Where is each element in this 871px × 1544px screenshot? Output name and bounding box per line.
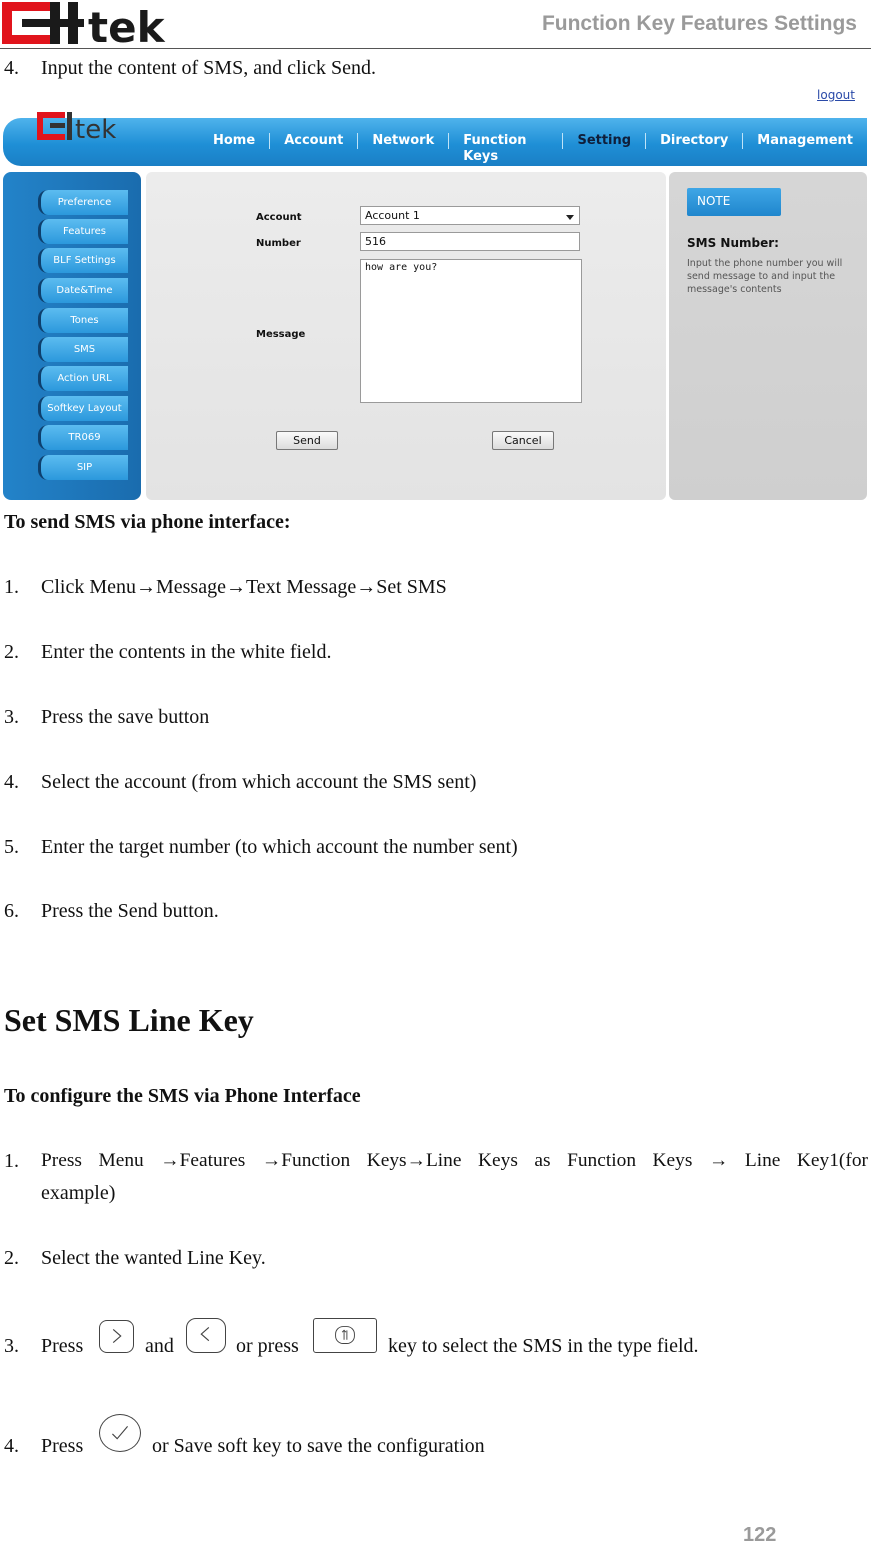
send-button[interactable]: Send bbox=[276, 431, 338, 450]
step-text-continued: example) bbox=[41, 1182, 116, 1204]
sidebar-item-softkey-layout[interactable]: Softkey Layout bbox=[38, 396, 128, 421]
note-tag: NOTE bbox=[687, 188, 781, 216]
web-ui-screenshot bbox=[3, 88, 867, 500]
sidebar-item-tr069[interactable]: TR069 bbox=[38, 425, 128, 450]
step-text: Click Menu→Message→Text Message→Set SMS bbox=[41, 576, 447, 598]
nav-item-account[interactable]: Account bbox=[270, 133, 358, 149]
header-divider bbox=[0, 48, 871, 49]
step-number: 3. bbox=[4, 1335, 19, 1357]
nav-item-setting[interactable]: Setting bbox=[563, 133, 646, 149]
right-arrow-key-icon bbox=[99, 1320, 134, 1353]
cancel-button[interactable]: Cancel bbox=[492, 431, 554, 450]
step-text: Press Menu →Features →Function Keys→Line Keys as Function Keys → Line Key1(for bbox=[41, 1150, 868, 1171]
nav-item-management[interactable]: Management bbox=[757, 133, 853, 148]
sidebar-item-action-url[interactable]: Action URL bbox=[38, 366, 128, 391]
step-and-label: and bbox=[145, 1335, 174, 1357]
step-number: 1. bbox=[4, 576, 19, 598]
note-text: Input the phone number you will send message to and input the message's contents bbox=[687, 258, 843, 295]
step-text: Input the content of SMS, and click Send. bbox=[41, 57, 376, 79]
step-number: 3. bbox=[4, 706, 19, 728]
step-press-label: Press bbox=[41, 1435, 84, 1457]
ok-key-icon bbox=[99, 1414, 141, 1452]
sms-form-panel bbox=[146, 172, 666, 500]
account-select[interactable] bbox=[360, 206, 580, 225]
step-text: key to select the SMS in the type field. bbox=[388, 1335, 699, 1357]
step-press-label: Press bbox=[41, 1335, 84, 1357]
left-arrow-key-icon bbox=[186, 1318, 226, 1353]
note-panel bbox=[669, 172, 867, 500]
message-label: Message bbox=[256, 329, 306, 340]
page-header-title: Function Key Features Settings bbox=[541, 12, 857, 35]
nav-menu bbox=[199, 133, 867, 164]
web-ui-logo bbox=[37, 110, 147, 142]
page-number: 122 bbox=[743, 1524, 777, 1544]
nav-item-network[interactable]: Network bbox=[358, 133, 449, 149]
step-number: 1. bbox=[4, 1150, 19, 1172]
step-number: 4. bbox=[4, 771, 19, 793]
section-subheading: To configure the SMS via Phone Interface bbox=[4, 1085, 361, 1107]
sidebar-item-blf-settings[interactable]: BLF Settings bbox=[38, 248, 128, 273]
step-number: 6. bbox=[4, 900, 19, 922]
account-label: Account bbox=[256, 212, 302, 223]
logout-link[interactable]: logout bbox=[817, 88, 855, 102]
step-text: Enter the contents in the white field. bbox=[41, 641, 332, 663]
nav-item-directory[interactable]: Directory bbox=[646, 133, 743, 149]
sidebar-item-date-time[interactable]: Date&Time bbox=[38, 278, 128, 303]
number-label: Number bbox=[256, 238, 301, 249]
step-number: 2. bbox=[4, 641, 19, 663]
step-or-press-label: or press bbox=[236, 1335, 299, 1357]
sidebar-item-features[interactable]: Features bbox=[38, 219, 128, 244]
step-text: Select the wanted Line Key. bbox=[41, 1247, 266, 1269]
nav-item-home[interactable]: Home bbox=[199, 133, 270, 149]
switch-key-icon bbox=[313, 1318, 377, 1353]
step-number: 4. bbox=[4, 1435, 19, 1457]
step-text: Press the save button bbox=[41, 706, 210, 728]
step-number: 2. bbox=[4, 1247, 19, 1269]
step-text: Press the Send button. bbox=[41, 900, 219, 922]
message-textarea[interactable]: how are you? bbox=[360, 259, 582, 403]
number-input[interactable]: 516 bbox=[360, 232, 580, 251]
step-text: Select the account (from which account the SMS sent) bbox=[41, 771, 477, 793]
sidebar-item-tones[interactable]: Tones bbox=[38, 308, 128, 333]
step-number: 4. bbox=[4, 57, 19, 79]
htek-logo bbox=[2, 2, 192, 44]
step-text: Enter the target number (to which account the number sent) bbox=[41, 836, 518, 858]
sidebar-item-sms[interactable]: SMS bbox=[38, 337, 128, 362]
step-number: 5. bbox=[4, 836, 19, 858]
note-title: SMS Number: bbox=[687, 236, 779, 250]
settings-sidebar bbox=[3, 172, 141, 500]
step-text: or Save soft key to save the configuration bbox=[152, 1435, 485, 1457]
account-select-value: Account 1 bbox=[365, 209, 420, 222]
sidebar-item-sip[interactable]: SIP bbox=[38, 455, 128, 480]
svg-text:tek: tek bbox=[88, 3, 165, 44]
section-heading-phone: To send SMS via phone interface: bbox=[4, 511, 291, 533]
sidebar-item-preference[interactable]: Preference bbox=[38, 190, 128, 215]
svg-text:tek: tek bbox=[75, 115, 117, 142]
nav-item-function-keys[interactable]: Function Keys bbox=[449, 133, 563, 149]
section-title: Set SMS Line Key bbox=[4, 1002, 254, 1038]
